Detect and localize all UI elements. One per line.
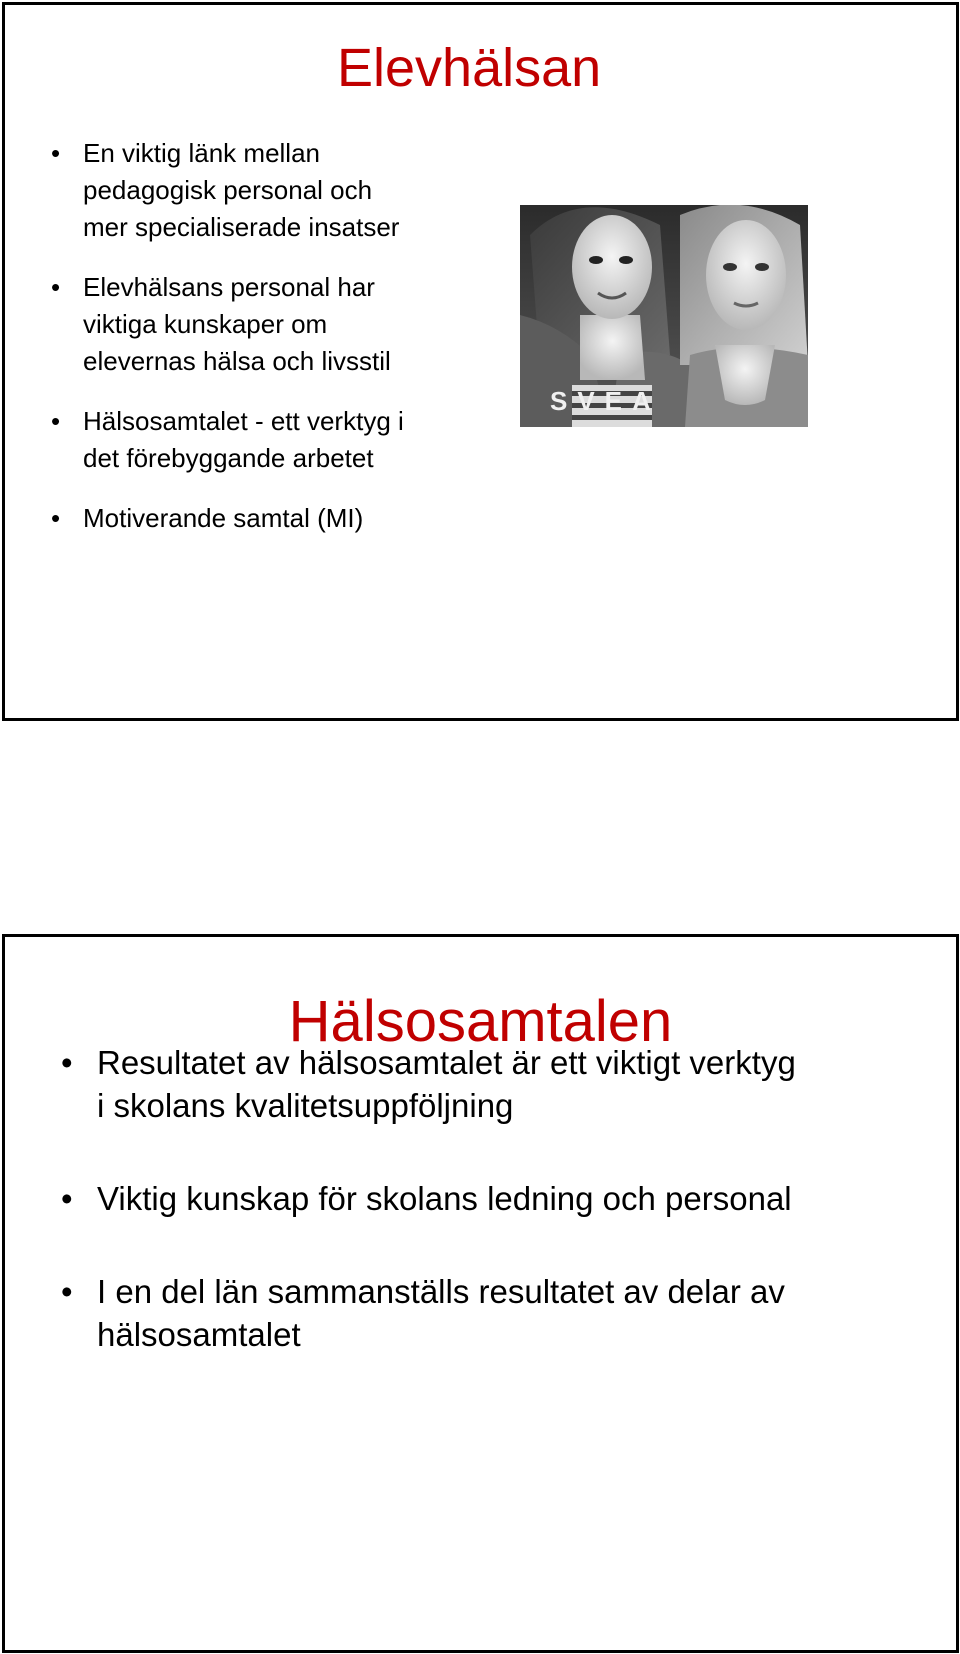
- shirt-lettering: SVEA: [550, 386, 661, 416]
- slide-title: Elevhälsan: [337, 38, 602, 98]
- bullet-item: • Elevhälsans personal har viktiga kunskaper om elevernas hälsa och livsstil: [83, 269, 513, 380]
- photo-two-girls: [520, 205, 808, 427]
- bullet-item: • Hälsosamtalet - ett verktyg i det förebyggande arbetet: [83, 403, 513, 477]
- bullet-item: • Motiverande samtal (MI): [83, 500, 513, 537]
- slide-elevhalsan: [2, 2, 959, 721]
- bullet-list: [83, 135, 513, 560]
- bullet-list: [97, 1041, 917, 1406]
- bullet-item: • I en del län sammanställs resultatet av delar av hälsosamtalet: [97, 1270, 917, 1356]
- bullet-item: • En viktig länk mellan pedagogisk personal och mer specialiserade insatser: [83, 135, 513, 246]
- bullet-item: • Viktig kunskap för skolans ledning och personal: [97, 1177, 917, 1220]
- slide-halsosamtalen: [2, 934, 959, 1653]
- slide-title: Hälsosamtalen: [288, 989, 673, 1054]
- bullet-item: • Resultatet av hälsosamtalet är ett viktigt verktyg i skolans kvalitetsuppföljning: [97, 1041, 917, 1127]
